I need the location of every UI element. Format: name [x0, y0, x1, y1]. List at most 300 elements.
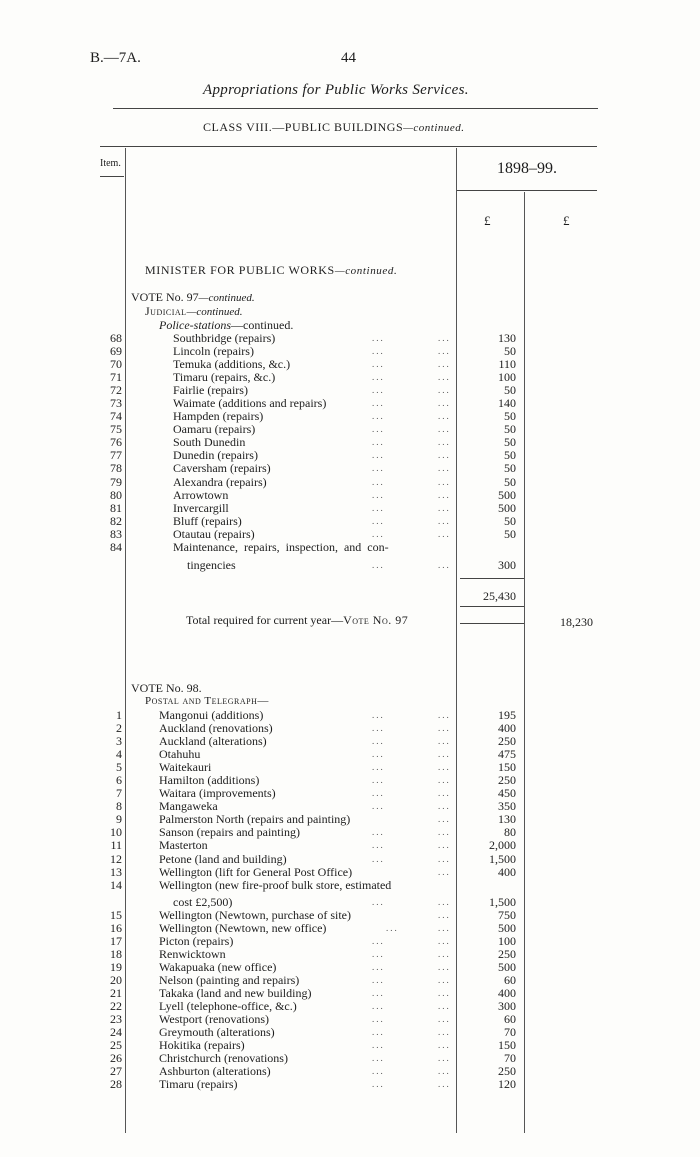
table-row — [0, 826, 700, 839]
table-row — [0, 879, 700, 892]
judicial-heading — [145, 304, 242, 319]
leader-dots: ... — [438, 1014, 451, 1025]
item-number: 81 — [110, 500, 122, 515]
item-amount: 750 — [498, 907, 516, 922]
leader-dots: ... — [438, 801, 451, 812]
item-description: Lyell (telephone-office, &c.) — [159, 999, 297, 1014]
subtotal-under-rule — [460, 606, 524, 607]
leader-dots: ... — [438, 398, 451, 409]
leader-dots: ... — [372, 476, 385, 487]
leader-dots: ... — [438, 346, 451, 357]
item-amount: 250 — [498, 946, 516, 961]
title-rule — [113, 108, 598, 109]
leader-dots: ... — [372, 398, 385, 409]
table-row — [0, 1000, 700, 1013]
item-description: Hokitika (repairs) — [159, 1038, 245, 1053]
leader-dots: ... — [438, 948, 451, 959]
leader-dots: ... — [372, 502, 385, 513]
leader-dots: ... — [438, 814, 451, 825]
leader-dots: ... — [438, 450, 451, 461]
leader-dots: ... — [438, 489, 451, 500]
item-amount: 150 — [498, 760, 516, 775]
item-amount: 80 — [504, 825, 516, 840]
item-number: 7 — [116, 786, 122, 801]
item-amount: 50 — [504, 383, 516, 398]
leader-dots: ... — [372, 935, 385, 946]
leader-dots: ... — [372, 762, 385, 773]
leader-dots: ... — [438, 710, 451, 720]
table-row — [0, 384, 700, 397]
item-number: 80 — [110, 487, 122, 502]
leader-dots: ... — [372, 987, 385, 998]
leader-dots: ... — [372, 1001, 385, 1012]
item-description: Waitekauri — [159, 760, 212, 775]
item-number: 10 — [110, 825, 122, 840]
item-description: Maintenance, repairs, inspection, and con- — [173, 539, 389, 554]
item-description: Wellington (Newtown, new office) — [159, 920, 327, 935]
item-number: 83 — [110, 526, 122, 541]
postal-telegraph-heading: Postal and Telegraph— — [145, 695, 269, 707]
item-amount: 500 — [498, 487, 516, 502]
judicial-suffix: —continued. — [186, 306, 243, 318]
item-amount: 500 — [498, 500, 516, 515]
item-description: Wellington (Newtown, purchase of site) — [159, 907, 351, 922]
table-row — [0, 332, 700, 345]
item-number: 25 — [110, 1038, 122, 1053]
leader-dots: ... — [438, 1001, 451, 1012]
item-description: Fairlie (repairs) — [173, 383, 248, 398]
table-row — [0, 1052, 700, 1065]
leader-dots: ... — [372, 840, 385, 851]
table-row — [0, 935, 700, 948]
leader-dots: ... — [438, 866, 451, 877]
item-amount: 100 — [498, 933, 516, 948]
table-row — [0, 410, 700, 423]
leader-dots: ... — [372, 528, 385, 539]
item-description: Auckland (alterations) — [159, 734, 267, 749]
vote-98-heading: VOTE No. 98. — [131, 681, 202, 695]
item-description: Timaru (repairs, &c.) — [173, 370, 276, 385]
item-number: 13 — [110, 864, 122, 879]
item-number: 68 — [110, 331, 122, 345]
total-rule — [460, 623, 524, 624]
item-amount: 2,000 — [489, 838, 516, 853]
item-description: Mangaweka — [159, 799, 218, 814]
item-amount: 50 — [504, 448, 516, 463]
item-amount: 250 — [498, 734, 516, 749]
leader-dots: ... — [438, 961, 451, 972]
item-description: Hamilton (additions) — [159, 773, 260, 788]
item-amount: 110 — [498, 357, 516, 372]
item-amount: 50 — [504, 409, 516, 424]
item-description: Greymouth (alterations) — [159, 1025, 275, 1040]
leader-dots: ... — [372, 710, 385, 720]
police-stations-suffix: —continued. — [231, 318, 294, 332]
leader-dots: ... — [372, 827, 385, 838]
item-description: Alexandra (repairs) — [173, 474, 267, 489]
table-row — [0, 559, 700, 572]
table-row — [0, 722, 700, 735]
item-description: Southbridge (repairs) — [173, 331, 276, 345]
item-number: 8 — [116, 799, 122, 814]
leader-dots: ... — [438, 411, 451, 422]
item-description-continued: tingencies — [187, 557, 236, 572]
table-row — [0, 371, 700, 384]
table-row — [0, 813, 700, 826]
item-number: 11 — [110, 838, 122, 853]
item-number: 22 — [110, 999, 122, 1014]
leader-dots: ... — [438, 1053, 451, 1064]
item-number: 26 — [110, 1051, 122, 1066]
table-row — [0, 896, 700, 909]
leader-dots: ... — [372, 961, 385, 972]
table-row — [0, 774, 700, 787]
table-row — [0, 974, 700, 987]
leader-dots: ... — [438, 333, 451, 343]
total-label-text: Total required for current year— — [186, 613, 344, 627]
item-amount: 60 — [504, 972, 516, 987]
vote-97-text: VOTE No. 97 — [131, 290, 199, 304]
leader-dots: ... — [372, 411, 385, 422]
item-description: Lincoln (repairs) — [173, 344, 254, 359]
leader-dots: ... — [438, 515, 451, 526]
table-row — [0, 358, 700, 371]
table-row — [0, 735, 700, 748]
item-description: Waimate (additions and repairs) — [173, 396, 327, 411]
leader-dots: ... — [372, 489, 385, 500]
table-row — [0, 462, 700, 475]
item-number: 75 — [110, 422, 122, 437]
item-description: Temuka (additions, &c.) — [173, 357, 291, 372]
item-number: 12 — [110, 851, 122, 866]
table-row — [0, 748, 700, 761]
item-amount: 195 — [498, 708, 516, 722]
item-amount: 50 — [504, 461, 516, 476]
leader-dots: ... — [372, 437, 385, 448]
leader-dots: ... — [372, 723, 385, 734]
table-row — [0, 787, 700, 800]
item-description: Mangonui (additions) — [159, 708, 264, 722]
minister-heading-text: MINISTER FOR PUBLIC WORKS — [145, 263, 335, 277]
table-row — [0, 1078, 700, 1091]
item-description: Arrowtown — [173, 487, 229, 502]
item-number: 28 — [110, 1077, 122, 1092]
item-amount: 50 — [504, 435, 516, 450]
item-number: 15 — [110, 907, 122, 922]
item-header-underline — [100, 176, 124, 177]
leader-dots: ... — [372, 853, 385, 864]
item-number: 27 — [110, 1064, 122, 1079]
leader-dots: ... — [372, 775, 385, 786]
minister-heading — [145, 263, 397, 278]
item-number: 71 — [110, 370, 122, 385]
item-description: Masterton — [159, 838, 208, 853]
item-number: 16 — [110, 920, 122, 935]
document-ref: B.—7A. — [90, 50, 141, 66]
item-amount: 350 — [498, 799, 516, 814]
item-amount: 400 — [498, 985, 516, 1000]
leader-dots: ... — [438, 1027, 451, 1038]
item-amount: 130 — [498, 331, 516, 345]
table-row — [0, 423, 700, 436]
item-description: Nelson (painting and repairs) — [159, 972, 300, 987]
leader-dots: ... — [372, 736, 385, 747]
leader-dots: ... — [372, 346, 385, 357]
table-row — [0, 345, 700, 358]
item-description: Wakapuaka (new office) — [159, 959, 277, 974]
subtotal-amount: 25,430 — [483, 589, 516, 603]
total-amount: 18,230 — [560, 615, 593, 629]
item-number: 24 — [110, 1025, 122, 1040]
item-number: 19 — [110, 959, 122, 974]
item-amount: 50 — [504, 344, 516, 359]
leader-dots: ... — [438, 987, 451, 998]
vote-97-heading — [131, 290, 255, 305]
item-number: 9 — [116, 812, 122, 827]
item-description: South Dunedin — [173, 435, 246, 450]
leader-dots: ... — [372, 1053, 385, 1064]
item-description: Wellington (new fire-proof bulk store, estimated — [159, 877, 392, 892]
leader-dots: ... — [372, 896, 385, 907]
item-amount: 50 — [504, 474, 516, 489]
item-number: 4 — [116, 747, 122, 762]
item-description: Westport (renovations) — [159, 1012, 270, 1027]
leader-dots: ... — [372, 463, 385, 474]
item-number: 14 — [110, 877, 122, 892]
leader-dots: ... — [372, 974, 385, 985]
leader-dots: ... — [438, 974, 451, 985]
item-description: Bluff (repairs) — [173, 513, 242, 528]
item-number: 77 — [110, 448, 122, 463]
vote-98-items — [0, 709, 700, 1091]
item-number: 17 — [110, 933, 122, 948]
leader-dots: ... — [438, 476, 451, 487]
leader-dots: ... — [372, 1014, 385, 1025]
table-row — [0, 1065, 700, 1078]
item-description-continued: cost £2,500) — [173, 894, 233, 909]
item-amount: 50 — [504, 526, 516, 541]
leader-dots: ... — [438, 1040, 451, 1051]
leader-dots: ... — [438, 788, 451, 799]
item-description: Otautau (repairs) — [173, 526, 255, 541]
table-row — [0, 948, 700, 961]
table-row — [0, 853, 700, 866]
leader-dots: ... — [438, 385, 451, 396]
item-number: 79 — [110, 474, 122, 489]
item-column-header: Item. — [100, 158, 121, 169]
table-row — [0, 709, 700, 722]
leader-dots: ... — [372, 788, 385, 799]
leader-dots: ... — [438, 463, 451, 474]
item-amount: 1,500 — [489, 851, 516, 866]
item-description: Oamaru (repairs) — [173, 422, 256, 437]
year-header-underline — [457, 190, 597, 191]
leader-dots: ... — [438, 437, 451, 448]
leader-dots: ... — [372, 359, 385, 370]
item-number: 5 — [116, 760, 122, 775]
table-row — [0, 866, 700, 879]
table-row — [0, 449, 700, 462]
item-number: 21 — [110, 985, 122, 1000]
item-description: Palmerston North (repairs and painting) — [159, 812, 351, 827]
leader-dots: ... — [372, 1066, 385, 1077]
item-number: 6 — [116, 773, 122, 788]
item-description: Renwicktown — [159, 946, 226, 961]
table-row — [0, 541, 700, 554]
item-number: 82 — [110, 513, 122, 528]
item-number: 69 — [110, 344, 122, 359]
table-row — [0, 489, 700, 502]
leader-dots: ... — [438, 559, 451, 570]
table-row — [0, 476, 700, 489]
leader-dots: ... — [438, 528, 451, 539]
item-description: Dunedin (repairs) — [173, 448, 258, 463]
leader-dots: ... — [372, 385, 385, 396]
leader-dots: ... — [438, 359, 451, 370]
leader-dots: ... — [438, 935, 451, 946]
table-row — [0, 1026, 700, 1039]
leader-dots: ... — [438, 1079, 451, 1090]
leader-dots: ... — [438, 736, 451, 747]
item-number: 1 — [116, 708, 122, 722]
leader-dots: ... — [372, 948, 385, 959]
year-column-header: 1898–99. — [497, 160, 557, 177]
leader-dots: ... — [372, 333, 385, 343]
leader-dots: ... — [438, 502, 451, 513]
item-description: Invercargill — [173, 500, 229, 515]
currency-label-2: £ — [563, 213, 570, 228]
table-row — [0, 909, 700, 922]
header-rule — [100, 146, 597, 147]
item-number: 2 — [116, 721, 122, 736]
item-number: 73 — [110, 396, 122, 411]
leader-dots: ... — [438, 749, 451, 760]
item-amount: 60 — [504, 1012, 516, 1027]
item-amount: 500 — [498, 920, 516, 935]
item-amount: 475 — [498, 747, 516, 762]
item-number: 3 — [116, 734, 122, 749]
leader-dots: ... — [438, 762, 451, 773]
table-row — [0, 436, 700, 449]
item-amount: 140 — [498, 396, 516, 411]
leader-dots: ... — [372, 1040, 385, 1051]
item-amount: 500 — [498, 959, 516, 974]
item-number: 70 — [110, 357, 122, 372]
leader-dots: ... — [438, 922, 451, 933]
item-amount: 450 — [498, 786, 516, 801]
leader-dots: ... — [372, 559, 385, 570]
vote-97-suffix: —continued. — [198, 292, 255, 304]
item-amount: 400 — [498, 864, 516, 879]
item-amount: 1,500 — [489, 894, 516, 909]
page-title: Appropriations for Public Works Services. — [203, 82, 469, 98]
leader-dots: ... — [372, 1079, 385, 1090]
leader-dots: ... — [372, 424, 385, 435]
item-description: Picton (repairs) — [159, 933, 234, 948]
item-description: Wellington (lift for General Post Office) — [159, 864, 353, 879]
table-row — [0, 1013, 700, 1026]
leader-dots: ... — [438, 909, 451, 920]
table-row — [0, 528, 700, 541]
minister-heading-suffix: —continued. — [334, 265, 398, 277]
item-number: 20 — [110, 972, 122, 987]
leader-dots: ... — [372, 749, 385, 760]
subtotal-rule — [460, 578, 524, 579]
page-number: 44 — [341, 50, 356, 66]
item-description: Waitara (improvements) — [159, 786, 276, 801]
item-amount: 150 — [498, 1038, 516, 1053]
item-number: 84 — [110, 539, 122, 554]
item-amount: 70 — [504, 1051, 516, 1066]
item-amount: 300 — [498, 557, 516, 572]
table-row — [0, 761, 700, 774]
leader-dots: ... — [372, 450, 385, 461]
item-amount: 300 — [498, 999, 516, 1014]
item-amount: 400 — [498, 721, 516, 736]
item-amount: 250 — [498, 1064, 516, 1079]
item-amount: 120 — [498, 1077, 516, 1092]
table-row — [0, 800, 700, 813]
leader-dots: ... — [438, 372, 451, 383]
item-number: 72 — [110, 383, 122, 398]
item-number: 78 — [110, 461, 122, 476]
item-amount: 50 — [504, 513, 516, 528]
leader-dots: ... — [372, 515, 385, 526]
total-label-vote: Vote No. 97 — [343, 613, 409, 627]
leader-dots: ... — [386, 922, 399, 933]
class-heading-text: CLASS VIII.—PUBLIC BUILDINGS — [203, 120, 404, 134]
item-number: 76 — [110, 435, 122, 450]
table-row — [0, 922, 700, 935]
item-description: Sanson (repairs and painting) — [159, 825, 300, 840]
item-amount: 50 — [504, 422, 516, 437]
table-row — [0, 515, 700, 528]
leader-dots: ... — [438, 853, 451, 864]
item-amount: 70 — [504, 1025, 516, 1040]
item-description: Takaka (land and new building) — [159, 985, 312, 1000]
item-amount: 100 — [498, 370, 516, 385]
item-description: Caversham (repairs) — [173, 461, 271, 476]
vote-97-items — [0, 332, 700, 572]
item-amount: 250 — [498, 773, 516, 788]
item-amount: 130 — [498, 812, 516, 827]
item-description: Hampden (repairs) — [173, 409, 264, 424]
table-row — [0, 987, 700, 1000]
item-description: Christchurch (renovations) — [159, 1051, 288, 1066]
leader-dots: ... — [372, 801, 385, 812]
total-label — [186, 613, 408, 628]
leader-dots: ... — [438, 775, 451, 786]
table-row — [0, 502, 700, 515]
item-number: 74 — [110, 409, 122, 424]
leader-dots: ... — [438, 827, 451, 838]
class-heading-suffix: —continued. — [403, 122, 465, 134]
table-row — [0, 839, 700, 852]
leader-dots: ... — [438, 424, 451, 435]
class-heading — [203, 120, 465, 135]
item-number: 18 — [110, 946, 122, 961]
leader-dots: ... — [372, 1027, 385, 1038]
judicial-text: Judicial — [145, 304, 187, 318]
currency-label-1: £ — [484, 213, 491, 228]
police-stations-text: Police-stations — [159, 318, 231, 332]
item-number: 23 — [110, 1012, 122, 1027]
table-row — [0, 1039, 700, 1052]
item-description: Otahuhu — [159, 747, 201, 762]
item-description: Petone (land and building) — [159, 851, 287, 866]
leader-dots: ... — [438, 723, 451, 734]
item-description: Timaru (repairs) — [159, 1077, 238, 1092]
